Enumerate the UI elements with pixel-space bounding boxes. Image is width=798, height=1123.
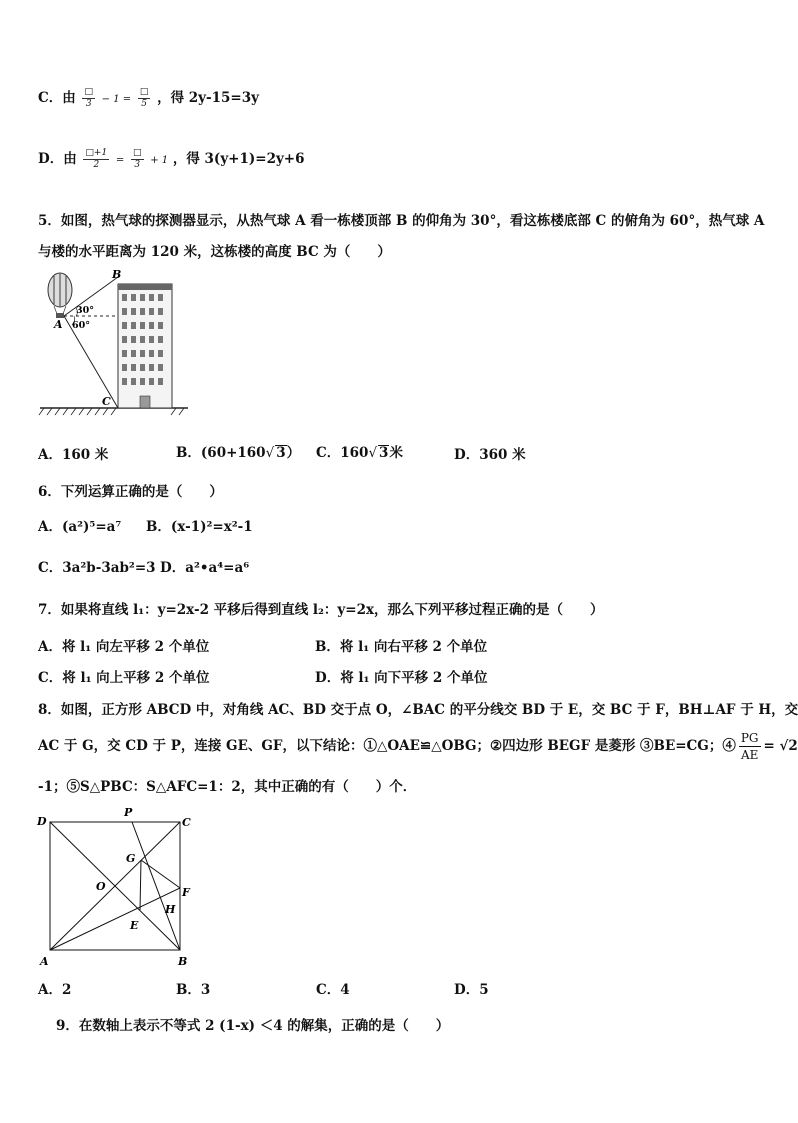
q5-angle-30: 30° (76, 305, 94, 316)
q5-option-b: B．(60+160√ 3） (176, 445, 301, 461)
q7-option-c: C．将 l₁ 向上平移 2 个单位 (38, 670, 210, 686)
q8-label-e: E (130, 919, 139, 932)
q5-label-c: C (102, 395, 111, 408)
q8-option-d: D．5 (454, 982, 489, 998)
q8-line3: -1；⑤S△PBC：S△AFC=1：2，其中正确的有（ ）个． (38, 779, 417, 795)
q4-option-d (38, 147, 305, 171)
q4-d-mid: = (115, 155, 125, 166)
q5-figure (36, 268, 196, 420)
q4-d-fraction2: $\frac{□}{3}$ (133, 148, 142, 170)
q4-c-fraction1: $\frac{□}{3}$ (84, 87, 93, 109)
q4-d-plus: + 1 (150, 155, 169, 166)
q8-line2: AC 于 G，交 CD 于 P，连接 GE、GF，以下结论：①△OAE≌△OBG；②四边形 BEGF 是菱形 ③BE=CG；④ $\frac{PG}{AE}$ = √2 (38, 731, 798, 762)
q7-option-a: A．将 l₁ 向左平移 2 个单位 (38, 639, 210, 655)
q8-option-c: C．4 (316, 982, 350, 998)
q6-option-d: D．a²•a⁴=a⁶ (160, 560, 250, 576)
q8-option-b: B．3 (176, 982, 211, 998)
q4-d-label: D．由 (38, 151, 77, 167)
q4-c-tail: ，得 2y-15=3y (157, 90, 259, 106)
q8-line1: 8．如图，正方形 ABCD 中，对角线 AC、BD 交于点 O，∠BAC 的平分线交 BD 于 E，交 BC 于 F，BH⊥AF 于 H，交 (38, 702, 798, 718)
q8-label-b: B (178, 955, 188, 968)
q4-option-c (38, 86, 259, 110)
q4-c-mid: − 1 = (101, 94, 132, 105)
q8-option-a: A．2 (38, 982, 72, 998)
q8-label-o: O (96, 880, 106, 893)
q8-label-f: F (182, 886, 190, 899)
q5-angle-60: 60° (72, 320, 90, 331)
q8-label-p: P (124, 806, 133, 819)
q5-line1: 5．如图，热气球的探测器显示，从热气球 A 看一栋楼顶部 B 的仰角为 30°，看这栋楼底部 C 的俯角为 60°，热气球 A (38, 213, 765, 229)
q9-stem: 9．在数轴上表示不等式 2 (1-x) ＜4 的解集，正确的是（ ） (56, 1018, 450, 1034)
q5-option-d: D．360 米 (454, 447, 526, 463)
q8-label-d: D (37, 815, 47, 828)
q5-option-a: A．160 米 (38, 447, 109, 463)
q4-c-label: C．由 (38, 90, 76, 106)
q6-option-c: C．3a²b-3ab²=3 (38, 560, 156, 576)
q8-label-h: H (165, 903, 176, 916)
q5-line2: 与楼的水平距离为 120 米，这栋楼的高度 BC 为（ ） (38, 244, 391, 260)
q7-option-b: B．将 l₁ 向右平移 2 个单位 (315, 639, 488, 655)
q4-d-fraction1: $\frac{□+1}{2}$ (85, 148, 108, 170)
q6-option-a: A．(a²)⁵=a⁷ (38, 519, 122, 535)
q4-c-fraction2: $\frac{□}{5}$ (139, 87, 149, 109)
q4-d-tail: ，得 3(y+1)=2y+6 (172, 151, 305, 167)
q7-option-d: D．将 l₁ 向下平移 2 个单位 (315, 670, 488, 686)
q8-fraction: $\frac{PG}{AE}$ (740, 731, 759, 762)
q8-label-a: A (40, 955, 49, 968)
q5-label-b: B (112, 268, 122, 281)
q5-option-c: C．160√ 3米 (316, 445, 403, 461)
q8-label-c: C (182, 816, 191, 829)
q8-figure (34, 804, 204, 970)
q7-stem: 7．如果将直线 l₁：y=2x-2 平移后得到直线 l₂：y=2x，那么下列平移过程正确的是（ ） (38, 602, 604, 618)
q8-label-g: G (126, 852, 136, 865)
q6-option-b: B．(x-1)²=x²-1 (146, 519, 253, 535)
q6-stem: 6．下列运算正确的是（ ） (38, 484, 223, 500)
q5-label-a: A (54, 318, 63, 331)
